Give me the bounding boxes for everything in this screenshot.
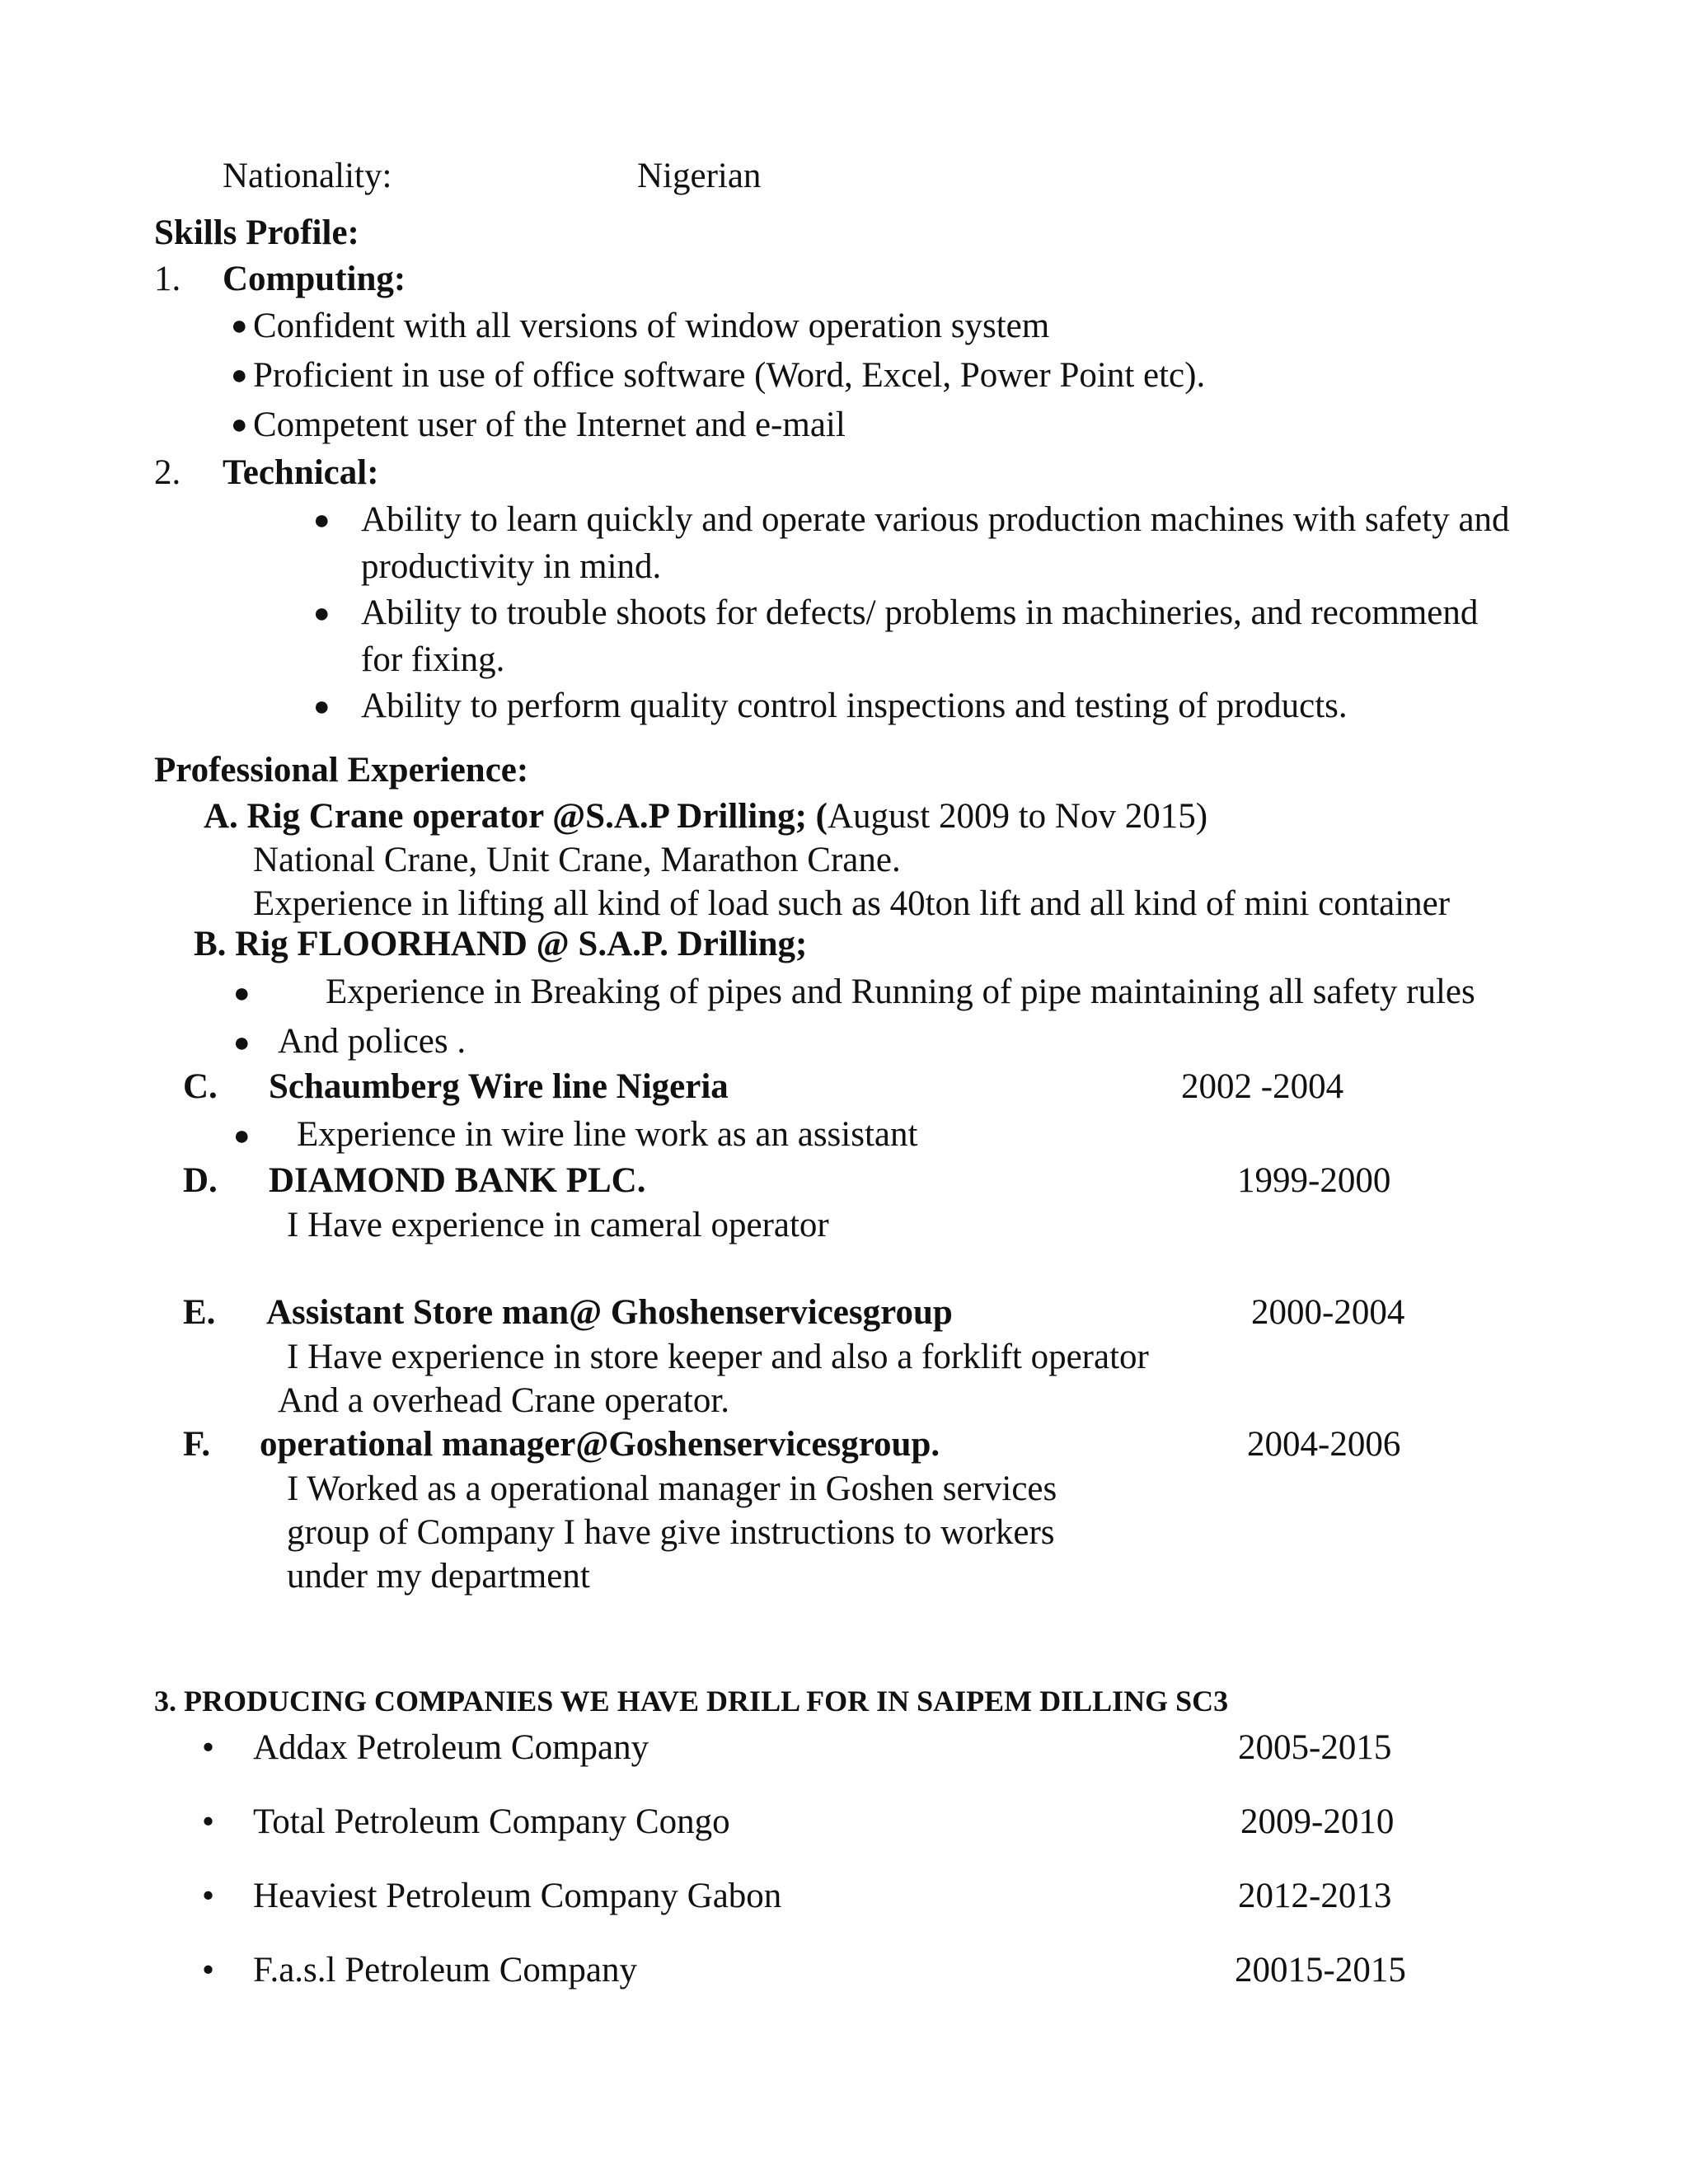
- job-e-years: 2000-2004: [1251, 1293, 1405, 1332]
- job-b-item: And polices .: [278, 1022, 467, 1061]
- job-f-line: group of Company I have give instructions to workers: [287, 1513, 1055, 1552]
- company-name: F.a.s.l Petroleum Company: [253, 1951, 637, 1990]
- technical-item-line: Ability to trouble shoots for defects/ problems in machineries, and recommend: [361, 593, 1479, 632]
- bullet-icon: •: [202, 1877, 215, 1915]
- job-e-line: I Have experience in store keeper and also a forklift operator: [287, 1338, 1149, 1376]
- company-name: Addax Petroleum Company: [253, 1728, 649, 1767]
- job-e-title: Assistant Store man@ Ghoshenservicesgroup: [266, 1293, 953, 1332]
- job-c-item: Experience in wire line work as an assistant: [297, 1115, 918, 1154]
- job-a-title: [204, 795, 1207, 838]
- job-c-years: 2002 -2004: [1181, 1067, 1344, 1106]
- technical-item-line: for fixing.: [361, 640, 505, 679]
- job-a-line: National Crane, Unit Crane, Marathon Crane.: [253, 841, 901, 879]
- experience-heading: Professional Experience:: [154, 751, 529, 790]
- bullet-icon: ●: [313, 691, 331, 722]
- company-years: 2009-2010: [1240, 1802, 1395, 1841]
- job-b-item: Experience in Breaking of pipes and Running of pipe maintaining all safety rules: [326, 972, 1475, 1011]
- job-b-title: B. Rig FLOORHAND @ S.A.P. Drilling;: [194, 925, 808, 963]
- job-d-line: I Have experience in cameral operator: [287, 1206, 829, 1244]
- job-d-years: 1999-2000: [1237, 1161, 1391, 1200]
- bullet-icon: •: [202, 1951, 215, 1990]
- job-f-title: operational manager@Goshenservicesgroup.: [260, 1425, 940, 1464]
- computing-item: Confident with all versions of window operation system: [253, 307, 1050, 345]
- technical-item-line: productivity in mind.: [361, 547, 662, 586]
- bullet-icon: ●: [231, 311, 248, 341]
- nationality-label: Nationality:: [223, 157, 392, 195]
- job-c-title: Schaumberg Wire line Nigeria: [269, 1067, 729, 1106]
- job-a-role: A. Rig Crane operator @S.A.P Drilling; (: [204, 797, 828, 836]
- technical-item-line: Ability to learn quickly and operate various production machines with safety and: [361, 500, 1510, 539]
- technical-title: Technical:: [223, 453, 379, 492]
- job-d-letter: D.: [183, 1161, 218, 1200]
- bullet-icon: •: [202, 1728, 215, 1767]
- bullet-icon: ●: [233, 978, 251, 1009]
- company-name: Heaviest Petroleum Company Gabon: [253, 1877, 782, 1915]
- company-years: 2005-2015: [1238, 1728, 1392, 1767]
- company-years: 2012-2013: [1238, 1877, 1392, 1915]
- job-f-letter: F.: [183, 1425, 211, 1464]
- company-years: 20015-2015: [1235, 1951, 1406, 1990]
- job-e-letter: E.: [183, 1293, 216, 1332]
- computing-item: Competent user of the Internet and e-mail: [253, 405, 846, 444]
- technical-item-line: Ability to perform quality control inspections and testing of products.: [361, 687, 1348, 725]
- company-name: Total Petroleum Company Congo: [253, 1802, 730, 1841]
- companies-heading: 3. PRODUCING COMPANIES WE HAVE DRILL FOR IN SAIPEM DILLING SC3: [154, 1685, 1229, 1718]
- bullet-icon: ●: [231, 410, 248, 440]
- job-c-letter: C.: [183, 1067, 218, 1106]
- computing-title: Computing:: [223, 260, 406, 298]
- technical-number: 2.: [154, 453, 181, 492]
- computing-number: 1.: [154, 260, 181, 298]
- skills-heading: Skills Profile:: [154, 213, 359, 252]
- job-f-line: under my department: [287, 1557, 590, 1596]
- bullet-icon: ●: [231, 360, 248, 391]
- bullet-icon: •: [202, 1802, 215, 1841]
- bullet-icon: ●: [233, 1028, 251, 1058]
- job-d-title: DIAMOND BANK PLC.: [269, 1161, 646, 1200]
- job-a-dates: August 2009 to Nov 2015): [828, 797, 1208, 836]
- job-f-years: 2004-2006: [1247, 1425, 1401, 1464]
- job-e-line: And a overhead Crane operator.: [278, 1381, 730, 1420]
- job-f-line: I Worked as a operational manager in Goshen services: [287, 1469, 1057, 1508]
- bullet-icon: ●: [313, 505, 331, 536]
- computing-item: Proficient in use of office software (Word, Excel, Power Point etc).: [253, 356, 1206, 395]
- bullet-icon: ●: [313, 598, 331, 629]
- nationality-value: Nigerian: [637, 157, 762, 195]
- bullet-icon: ●: [233, 1121, 251, 1151]
- job-a-line: Experience in lifting all kind of load such as 40ton lift and all kind of mini container: [253, 884, 1451, 923]
